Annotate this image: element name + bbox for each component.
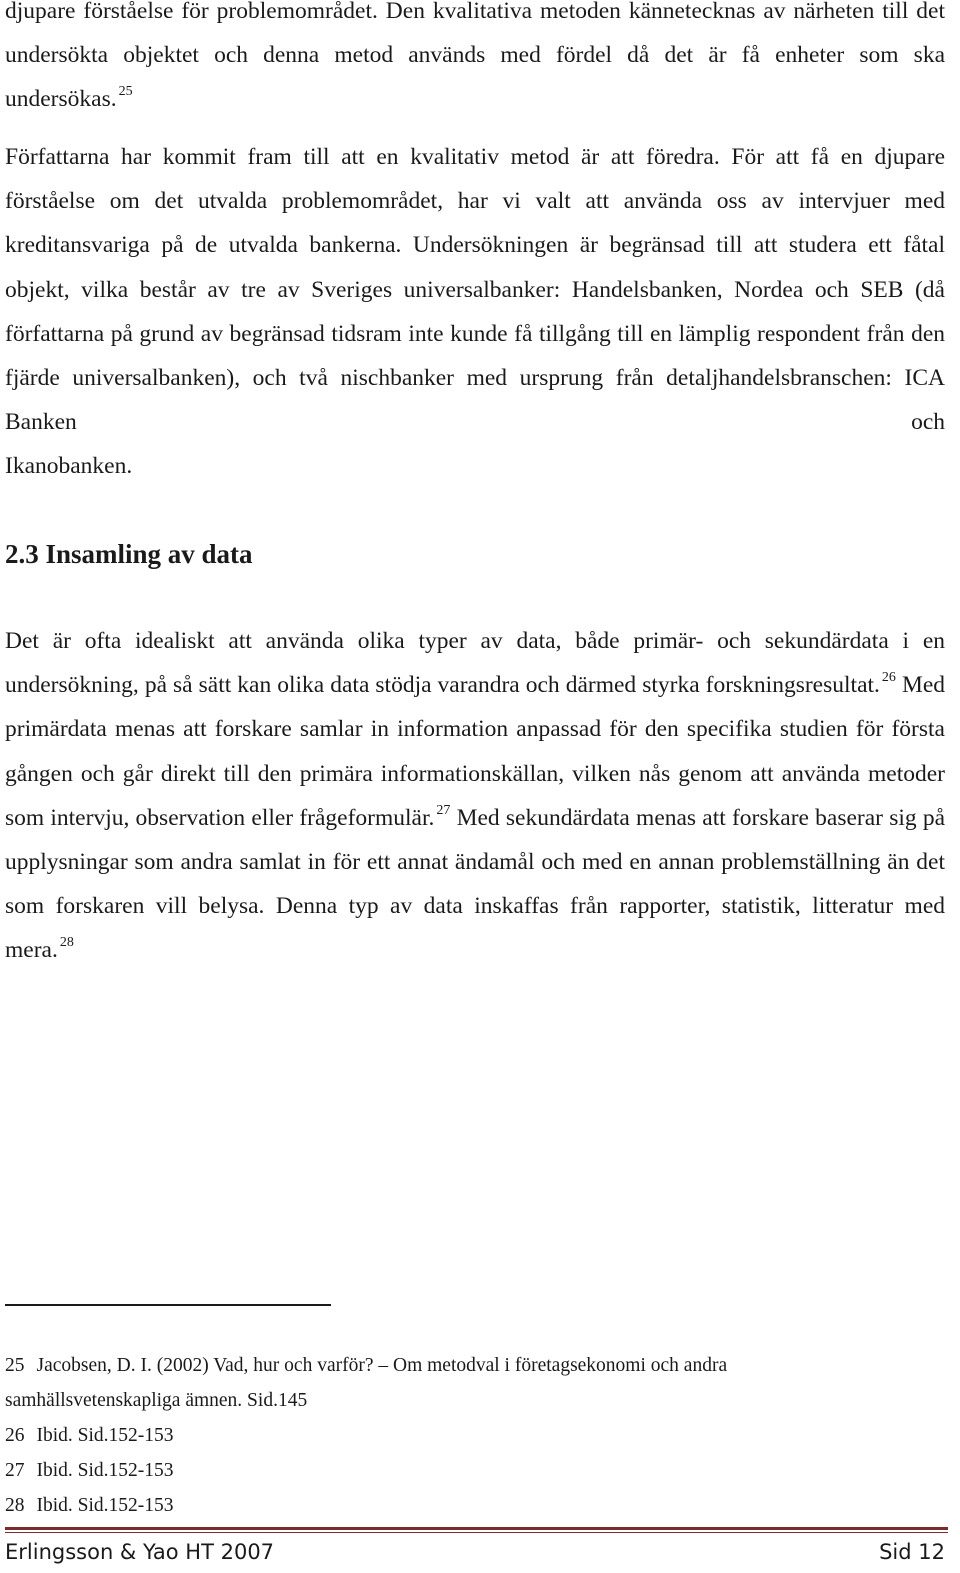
page-footer <box>5 1535 945 1569</box>
footnote-text: Ibid. Sid.152-153 <box>36 1495 174 1516</box>
footer-rule <box>5 1527 948 1530</box>
footnote-text: Jacobsen, D. I. (2002) Vad, hur och varför? – Om metodval i företagsekonomi och andra <box>36 1355 728 1376</box>
paragraph-text: Författarna har kommit fram till att en kvalitativ metod är att föredra. För att få en djupare förståelse om det utvalda problemområdet, har vi valt att använda oss av intervjuer med kreditansvariga på de utvalda bankerna. Undersökningen är begränsad till att studera ett fåtal objekt, vilka består av tre av Sveriges universalbanker: Handelsbanken, Nordea och SEB (då författarna på grund av begränsad tidsram inte kunde få tillgång till en lämplig respondent från den fjärde universalbanken), och två nischbanker med ursprung från detaljhandelsbranschen: ICA Banken och <box>5 144 945 436</box>
footnote-ref-27: 27 <box>436 802 451 818</box>
paragraph-text-part2: Med primärdata menas att forskare samlar in information anpassad för den specifika studien för första gången och går direkt till den primära informationskällan, vilken nås genom att använda metoder som intervju, observation eller frågeformulär. <box>5 672 946 831</box>
paragraph-text-part1: Det är ofta idealiskt att använda olika typer av data, både primär- och sekundärdata i en undersökning, på så sätt kan olika data stödja varandra och därmed styrka forskningsresultat. <box>5 628 945 699</box>
footnote-separator <box>5 1304 331 1306</box>
footnote-26 <box>5 1418 945 1453</box>
footnote-ref-26: 26 <box>881 670 896 686</box>
footnote-number: 27 <box>5 1460 25 1481</box>
footer-rule-thin <box>5 1532 948 1533</box>
footnote-27 <box>5 1453 945 1488</box>
body-paragraph-data-collection <box>5 619 945 973</box>
paragraph-last-line: Ikanobanken. <box>5 453 133 480</box>
footnote-ref-28: 28 <box>59 935 74 951</box>
body-paragraph-qualitative <box>5 135 945 489</box>
footnote-25-continuation: samhällsvetenskapliga ämnen. Sid.145 <box>5 1390 308 1411</box>
footnote-text: Ibid. Sid.152-153 <box>36 1460 174 1481</box>
footnote-number: 28 <box>5 1495 25 1516</box>
footer-authors: Erlingsson & Yao HT 2007 <box>5 1540 275 1564</box>
paragraph-text-part3: Med sekundärdata menas att forskare baserar sig på upplysningar som andra samlat in för ett annat ändamål och med en annan problemställning än det som forskaren vill belysa. Denna typ av data inskaffas från rapporter, statistik, litteratur med mera. <box>5 804 945 964</box>
footnote-28 <box>5 1488 945 1523</box>
footnote-text: Ibid. Sid.152-153 <box>36 1425 174 1446</box>
paragraph-text: djupare förståelse för problemområdet. Den kvalitativa metoden kännetecknas av närheten till det undersökta objektet och denna metod används med fördel då det är få enheter som ska undersökas. <box>5 0 945 113</box>
footnote-number: 25 <box>5 1355 25 1376</box>
document-page <box>5 0 945 1573</box>
page-number: Sid 12 <box>879 1540 945 1564</box>
section-heading: 2.3 Insamling av data <box>5 539 253 569</box>
footnotes <box>5 1348 945 1523</box>
footnote-ref-25: 25 <box>118 84 133 100</box>
footnote-25 <box>5 1348 945 1383</box>
body-paragraph-method <box>5 0 945 122</box>
footnote-number: 26 <box>5 1425 25 1446</box>
